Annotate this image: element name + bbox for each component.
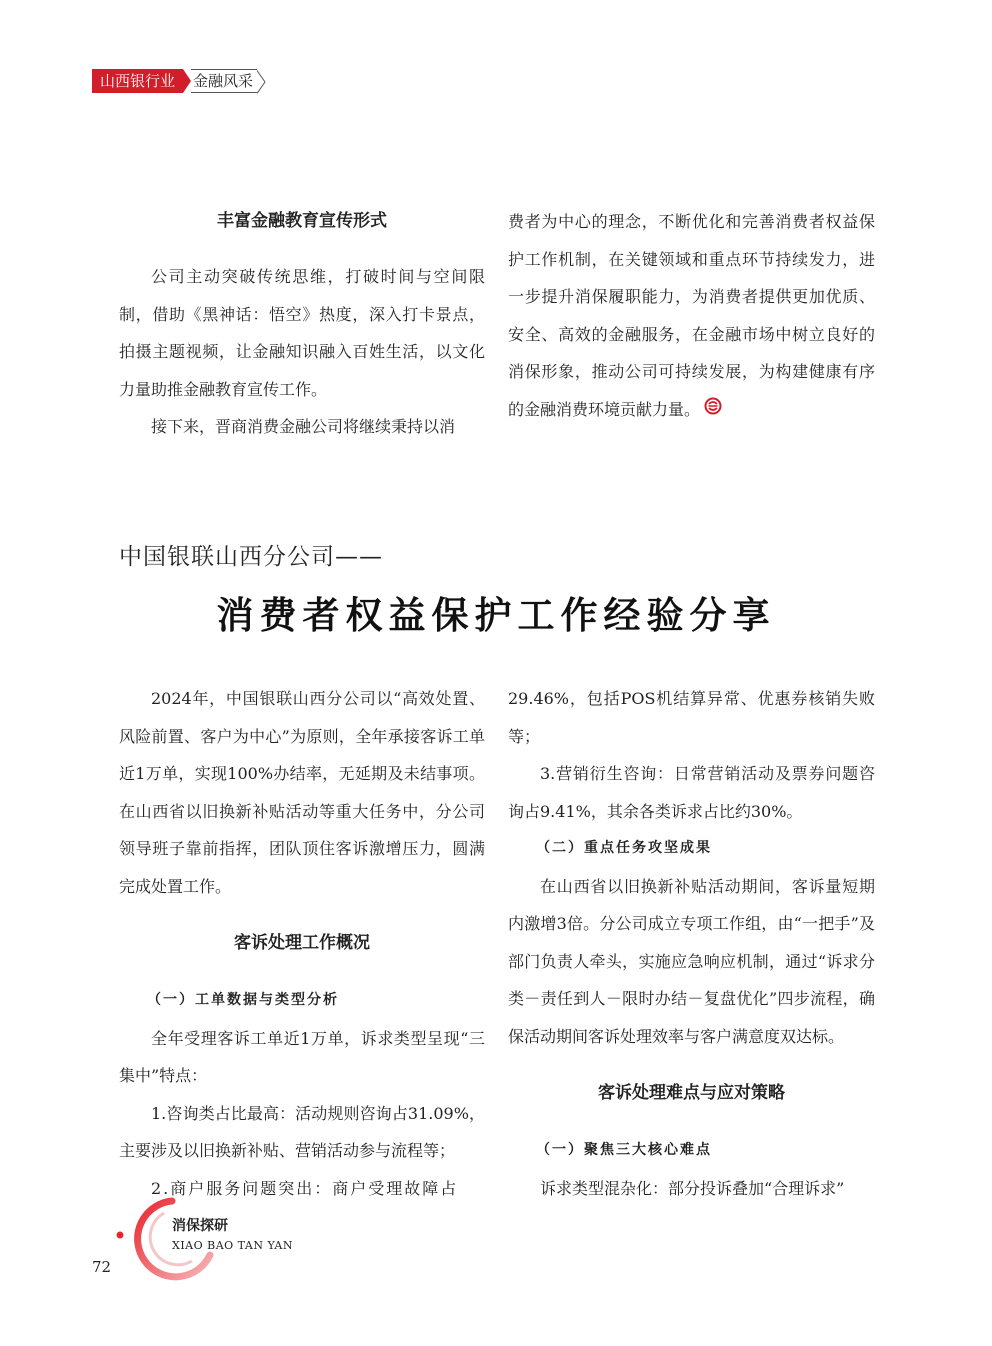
article-section-heading: 客诉处理难点与应对策略 — [598, 1083, 785, 1103]
article-right-column — [508, 680, 875, 1207]
tag-secondary: 金融风采 — [191, 69, 257, 93]
article-subheading: （一）聚焦三大核心难点 — [536, 1142, 712, 1158]
article-left-column — [119, 680, 485, 1207]
section1-right-text: 费者为中心的理念，不断优化和完善消费者权益保护工作机制，在关键领域和重点环节持续发力，进一步提升消保履职能力，为消费者提供更加优质、安全、高效的金融服务，在金融市场中树立良好的消保形象，推动公司可持续发展，为构建健康有序的金融消费环境贡献力量。 — [508, 212, 875, 419]
article-subheading: （一）工单数据与类型分析 — [147, 992, 339, 1008]
article-paragraph: 1.咨询类占比最高：活动规则咨询占31.09%，主要涉及以旧换新补贴、营销活动参与流程等； — [119, 1103, 485, 1160]
article-title: 消费者权益保护工作经验分享 — [216, 593, 776, 637]
article-subtitle: 中国银联山西分公司—— — [119, 544, 383, 570]
end-mark-icon — [704, 391, 722, 429]
column-pinyin: XIAO BAO TAN YAN — [172, 1239, 293, 1252]
section1-heading: 丰富金融教育宣传形式 — [217, 211, 387, 231]
article-section-heading: 客诉处理工作概况 — [234, 933, 370, 953]
section-tag — [92, 69, 267, 93]
article-paragraph: 29.46%，包括POS机结算异常、优惠券核销失败等； — [508, 689, 875, 746]
page-number: 72 — [92, 1258, 112, 1276]
tag-separator — [183, 69, 191, 93]
article-paragraph: 诉求类型混杂化：部分投诉叠加“合理诉求” — [540, 1178, 845, 1198]
tag-primary: 山西银行业 — [92, 69, 183, 93]
article-intro: 2024年，中国银联山西分公司以“高效处置、风险前置、客户为中心”为原则，全年承接客诉工单近1万单，实现100%办结率，无延期及未结事项。在山西省以旧换新补贴活动等重大任务中，分公司领导班子靠前指挥，团队顶住客诉激增压力，圆满完成处置工作。 — [119, 689, 485, 896]
section1-paragraph: 公司主动突破传统思维，打破时间与空间限制，借助《黑神话：悟空》热度，深入打卡景点，拍摄主题视频，让金融知识融入百姓生活，以文化力量助推金融教育宣传工作。 — [119, 267, 485, 399]
article-paragraph: 2.商户服务问题突出：商户受理故障占 — [151, 1178, 459, 1198]
column-title: 消保探研 — [172, 1218, 228, 1234]
article-paragraph: 3.营销衍生咨询：日常营销活动及票券问题咨询占9.41%，其余各类诉求占比约30%。 — [508, 764, 875, 821]
tag-end-chevron-icon — [257, 70, 267, 92]
article-subheading: （二）重点任务攻坚成果 — [536, 840, 712, 856]
section1-left-column — [119, 205, 485, 446]
article-paragraph: 全年受理客诉工单近1万单，诉求类型呈现“三集中”特点： — [119, 1028, 485, 1085]
section1-paragraph: 接下来，晋商消费金融公司将继续秉持以消 — [151, 417, 456, 436]
section1-right-paragraph — [508, 203, 875, 429]
article-paragraph: 在山西省以旧换新补贴活动期间，客诉量短期内激增3倍。分公司成立专项工作组，由“一把手”及部门负责人牵头，实施应急响应机制，通过“诉求分类－责任到人－限时办结－复盘优化”四步流程，确保活动期间客诉处理效率与客户满意度双达标。 — [508, 876, 875, 1046]
section1-right-column — [508, 203, 875, 429]
